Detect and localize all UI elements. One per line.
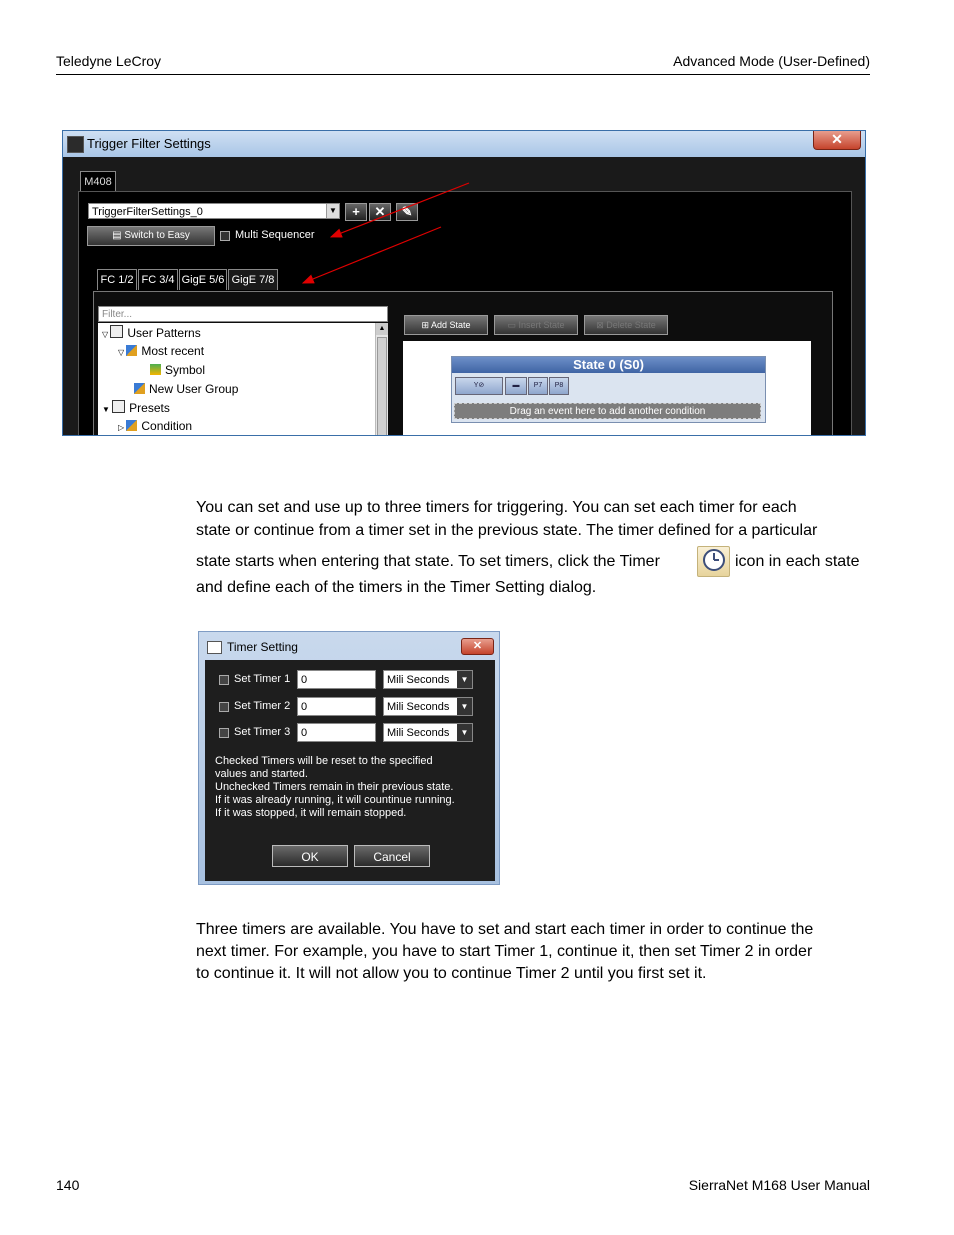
tab-gige-5-6[interactable]: GigE 5/6 bbox=[179, 269, 227, 290]
arrow-port-tabs bbox=[303, 227, 441, 283]
triangle-down-icon[interactable]: ▽ bbox=[102, 330, 111, 339]
tree-label: New User Group bbox=[149, 382, 239, 396]
tab-fc-1-2[interactable]: FC 1/2 bbox=[97, 269, 137, 290]
tree-label: Symbol bbox=[165, 363, 206, 377]
timer-1-checkbox[interactable] bbox=[219, 675, 229, 685]
timer-1-unit-select[interactable] bbox=[383, 670, 473, 689]
state-title: State 0 (S0) bbox=[452, 357, 765, 373]
timer-3-unit: Mili Seconds bbox=[387, 727, 450, 739]
settings-combo-value: TriggerFilterSettings_0 bbox=[92, 206, 203, 218]
timer-2-unit: Mili Seconds bbox=[387, 701, 450, 713]
chevron-down-icon[interactable]: ▼ bbox=[457, 724, 472, 741]
header-rule bbox=[56, 74, 870, 75]
paragraph-three-timers-line1: Three timers are available. You have to set and start each timer in order to continue the bbox=[196, 921, 814, 938]
timer-setting-dialog bbox=[198, 631, 500, 885]
timer-2-value-input[interactable]: 0 bbox=[297, 697, 376, 716]
tab-gige-7-8[interactable]: GigE 7/8 bbox=[228, 269, 278, 290]
header-company: Teledyne LeCroy bbox=[56, 53, 162, 69]
dialog-title: Timer Setting bbox=[227, 640, 298, 654]
switch-icon: ▤ bbox=[112, 230, 125, 241]
note-line: If it was stopped, it will remain stopped. bbox=[215, 807, 407, 819]
timer-row bbox=[205, 723, 495, 743]
delete-state-label: Delete State bbox=[606, 320, 656, 330]
tree-label: User Patterns bbox=[127, 326, 201, 340]
note-line: If it was already running, it will countinue running. bbox=[215, 794, 455, 806]
clock-icon bbox=[697, 546, 730, 577]
port-p8-tool[interactable]: P8 bbox=[549, 377, 569, 395]
header-section: Advanced Mode (User-Defined) bbox=[673, 53, 870, 69]
timer-1-label: Set Timer 1 bbox=[234, 673, 291, 685]
cancel-button[interactable]: Cancel bbox=[354, 845, 430, 867]
page-number: 140 bbox=[56, 1177, 80, 1193]
timer-3-value-input[interactable]: 0 bbox=[297, 723, 376, 742]
chevron-down-icon[interactable]: ▼ bbox=[326, 204, 339, 218]
tree-label: Presets bbox=[129, 401, 170, 415]
paragraph-timers-line4: and define each of the timers in the Timer Setting dialog. bbox=[196, 579, 597, 596]
note-line: values and started. bbox=[215, 768, 308, 780]
tree-label: Condition bbox=[141, 419, 193, 433]
port-p7-tool[interactable]: P7 bbox=[528, 377, 548, 395]
add-settings-button[interactable]: + bbox=[345, 203, 367, 221]
ok-button[interactable]: OK bbox=[272, 845, 348, 867]
paragraph-three-timers-line3: to continue it. It will not allow you to continue Timer 2 until you first set it. bbox=[196, 965, 707, 982]
paragraph-timers-line3b: icon in each state bbox=[735, 553, 860, 570]
delete-settings-button[interactable]: ✕ bbox=[369, 203, 391, 221]
scroll-up-icon[interactable]: ▲ bbox=[376, 323, 388, 335]
dialog-close-button[interactable]: ✕ bbox=[461, 638, 494, 655]
tab-fc-3-4[interactable]: FC 3/4 bbox=[138, 269, 178, 290]
manual-title: SierraNet M168 User Manual bbox=[688, 1177, 870, 1193]
window-close-button[interactable]: ✕ bbox=[813, 131, 861, 150]
paragraph-three-timers-line2: next timer. For example, you have to start Timer 1, continue it, then set Timer 2 in order bbox=[196, 943, 813, 960]
triangle-down-icon[interactable]: ▽ bbox=[118, 348, 127, 357]
timer-2-label: Set Timer 2 bbox=[234, 700, 291, 712]
filter-input[interactable]: Filter... bbox=[98, 306, 388, 322]
timer-bar-icon[interactable]: ▬ bbox=[505, 377, 527, 395]
tree-label: Most recent bbox=[141, 344, 205, 358]
paragraph-timers-line1: You can set and use up to three timers for triggering. You can set each timer for each bbox=[196, 499, 797, 516]
timer-row bbox=[205, 697, 495, 717]
timer-2-checkbox[interactable] bbox=[219, 702, 229, 712]
dialog-body bbox=[205, 660, 495, 881]
paragraph-timers-line3a: state starts when entering that state. To set timers, click the Timer bbox=[196, 553, 660, 570]
timer-3-label: Set Timer 3 bbox=[234, 726, 291, 738]
chevron-down-icon[interactable]: ▼ bbox=[457, 671, 472, 688]
timer-3-unit-select[interactable] bbox=[383, 723, 473, 742]
window-title: Trigger Filter Settings bbox=[87, 136, 211, 151]
trigger-filter-settings-window bbox=[62, 130, 866, 436]
insert-state-label: Insert State bbox=[518, 320, 565, 330]
drag-event-hint[interactable]: Drag an event here to add another condition bbox=[454, 403, 761, 419]
tab-m408[interactable]: M408 bbox=[80, 171, 116, 192]
annotation-arrows bbox=[63, 131, 866, 436]
paragraph-timers-line2: state or continue from a timer set in the previous state. The timer defined for a particular bbox=[196, 522, 818, 539]
timer-2-unit-select[interactable] bbox=[383, 697, 473, 716]
edit-settings-button[interactable]: ✎ bbox=[396, 203, 418, 221]
insert-state-icon: ▭ bbox=[507, 320, 519, 330]
filter-tools-icon[interactable]: Y⊘ bbox=[455, 377, 503, 395]
timer-1-unit: Mili Seconds bbox=[387, 674, 450, 686]
triangle-down-icon[interactable]: ▼ bbox=[102, 405, 113, 414]
timer-3-checkbox[interactable] bbox=[219, 728, 229, 738]
triangle-right-icon[interactable]: ▷ bbox=[118, 423, 127, 432]
window-icon bbox=[207, 641, 222, 654]
add-state-icon: ⊞ bbox=[421, 320, 431, 330]
timer-1-value-input[interactable]: 0 bbox=[297, 670, 376, 689]
chevron-down-icon[interactable]: ▼ bbox=[457, 698, 472, 715]
delete-state-icon: ⊠ bbox=[596, 320, 607, 330]
note-line: Checked Timers will be reset to the specified bbox=[215, 755, 433, 767]
arrow-multi-sequencer bbox=[331, 183, 469, 237]
note-line: Unchecked Timers remain in their previous state. bbox=[215, 781, 454, 793]
timer-row bbox=[205, 670, 495, 690]
multi-sequencer-label: Multi Sequencer bbox=[235, 229, 315, 241]
timer-note bbox=[215, 755, 485, 820]
add-state-label: Add State bbox=[431, 320, 471, 330]
switch-to-easy-label: Switch to Easy bbox=[124, 230, 190, 241]
